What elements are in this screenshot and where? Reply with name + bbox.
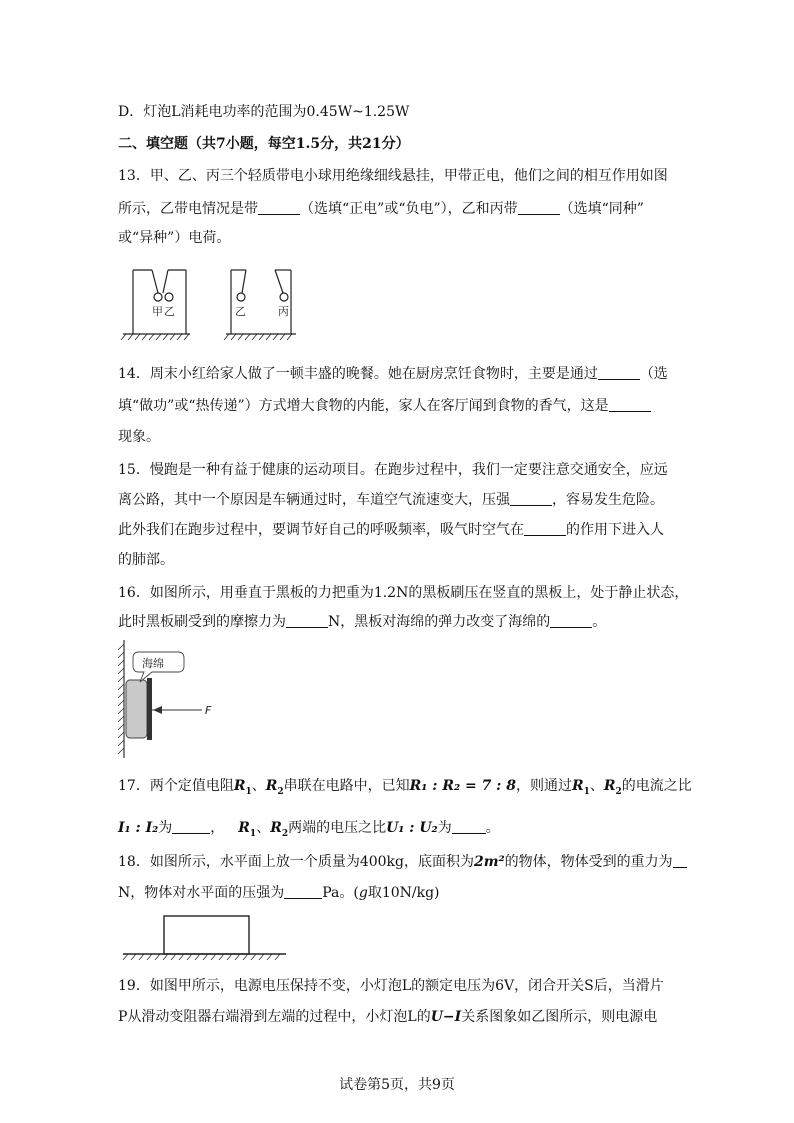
q17-text: ，: [210, 820, 225, 836]
q17-text: 为: [158, 820, 173, 836]
q17-text: 的电流之比: [621, 778, 692, 794]
math-area: 2m²: [473, 854, 505, 870]
q18-text: 的物体，物体受到的重力为: [504, 854, 673, 870]
q14-blank-1[interactable]: [598, 365, 640, 380]
q17-blank-2[interactable]: [452, 819, 486, 834]
q16-blank-2[interactable]: [550, 613, 592, 628]
q15-line-4: 的肺部。: [118, 552, 174, 568]
q16-line-2: [118, 612, 606, 632]
math-i-ratio: I₁ : I₂: [118, 820, 159, 836]
q18-text: 取10N/kg): [367, 885, 440, 901]
ball-label-yi: 乙: [164, 305, 175, 318]
q13-blank-2[interactable]: [518, 200, 560, 215]
q18-figure: [118, 910, 288, 960]
q13-text: 所示，乙带电情况是带: [118, 201, 258, 217]
q17-text: 为: [437, 820, 452, 836]
q15-line-2: [118, 490, 664, 510]
q18-line-1: [118, 852, 687, 872]
q17-blank-1[interactable]: [172, 819, 210, 834]
q14-blank-2[interactable]: [609, 397, 651, 412]
q19-line-2: [118, 1007, 657, 1027]
q13-line-2: [118, 199, 644, 219]
q16-text: 此时黑板刷受到的摩擦力为: [118, 614, 286, 630]
q17-text: 、: [256, 820, 271, 836]
q14-line-1: [118, 364, 668, 384]
page-footer: 试卷第5页，共9页: [339, 1077, 455, 1093]
q13-text: （选填“同种”: [559, 201, 644, 217]
q15-line-3: [118, 520, 664, 540]
q19-text: 关系图象如乙图所示，则电源电: [461, 1009, 658, 1025]
q18-line-2: [118, 883, 440, 903]
q15-line-1: 15．慢跑是一种有益于健康的运动项目。在跑步过程中，我们一定要注意交通安全，应远: [118, 462, 668, 478]
ball-label-bing: 丙: [278, 305, 289, 318]
ball-label-jia: 甲: [152, 305, 163, 318]
q19-line-1: 19．如图甲所示，电源电压保持不变，小灯泡L的额定电压为6V，闭合开关S后，当滑片: [118, 978, 664, 994]
q17-text: 、: [589, 778, 604, 794]
q17-text: 串联在电路中，已知: [283, 778, 410, 794]
q13-line-3: 或“异种”）电荷。: [118, 230, 231, 246]
q17-text: 两端的电压之比: [288, 820, 387, 836]
q17-line-2: [118, 818, 500, 844]
q13-text: （选填“正电”或“负电”），乙和丙带: [300, 201, 518, 217]
q14-text: （选: [639, 366, 668, 382]
q18-g: g: [358, 885, 368, 901]
math-r2: $R_2$: [603, 778, 622, 797]
ball-label-yi-2: 乙: [235, 305, 246, 318]
q13-blank-1[interactable]: [258, 200, 300, 215]
q17-line-1: [118, 776, 692, 802]
q15-text: 此外我们在跑步过程中，要调节好自己的呼吸频率，吸气时空气在: [118, 522, 524, 538]
q15-text: 的作用下进入人: [566, 522, 664, 538]
math-u-ratio: U₁ : U₂: [386, 820, 438, 836]
q15-blank-1[interactable]: [510, 491, 552, 506]
q16-text: 。: [592, 614, 607, 630]
q17-text: 。: [485, 820, 500, 836]
q17-text: 17．两个定值电阻: [118, 778, 234, 794]
option-d: D．灯泡L消耗电功率的范围为0.45W~1.25W: [118, 104, 410, 120]
math-ratio-r: R₁ : R₂ = 7 : 8: [409, 778, 516, 794]
q15-text: 离公路，其中一个原因是车辆通过时，车道空气流速变大，压强: [118, 492, 510, 508]
sponge: [126, 680, 147, 738]
q14-text: 14．周末小红给家人做了一顿丰盛的晚餐。她在厨房烹饪食物时，主要是通过: [118, 366, 598, 382]
q14-text: 填“做功”或“热传递”）方式增大食物的内能，家人在客厅闻到食物的香气，这是: [118, 398, 609, 414]
q16-figure: [118, 640, 228, 760]
q17-text: ，则通过: [515, 778, 572, 794]
q15-text: ，容易发生危险。: [552, 492, 664, 508]
q16-text: N，黑板对海绵的弹力改变了海绵的: [328, 614, 551, 630]
math-r1: $R_1$: [233, 778, 252, 797]
q18-blank-2[interactable]: [284, 884, 322, 899]
q17-text: 、: [251, 778, 266, 794]
force-label: F: [205, 704, 212, 717]
q13-line-1: 13．甲、乙、丙三个轻质带电小球用绝缘细线悬挂，甲带正电，他们之间的相互作用如图: [118, 168, 668, 184]
q15-blank-2[interactable]: [524, 521, 566, 536]
block-object: [164, 916, 249, 954]
math-r1: $R_1$: [571, 778, 590, 797]
q18-text: Pa。(: [322, 885, 359, 901]
q14-line-3: 现象。: [118, 429, 160, 445]
q16-blank-1[interactable]: [286, 613, 328, 628]
q18-text: 18．如图所示，水平面上放一个质量为400kg，底面积为: [118, 854, 474, 870]
math-r2: $R_2$: [270, 820, 289, 839]
q14-line-2: [118, 396, 651, 416]
sponge-label: 海绵: [142, 657, 164, 670]
brush-board: [147, 678, 152, 740]
section-heading: 二、填空题（共7小题，每空1.5分，共21分）: [118, 136, 410, 152]
math-r2: $R_2$: [265, 778, 284, 797]
q16-line-1: 16．如图所示，用垂直于黑板的力把重为1.2N的黑板刷压在竖直的黑板上，处于静止状态，: [118, 585, 689, 601]
math-r1: $R_1$: [238, 820, 257, 839]
math-ui: U−I: [430, 1009, 462, 1025]
q18-blank-1[interactable]: [673, 853, 687, 868]
q18-text: N，物体对水平面的压强为: [118, 885, 285, 901]
q19-text: P从滑动变阻器右端滑到左端的过程中，小灯泡L的: [118, 1009, 431, 1025]
q13-figure: [118, 262, 298, 342]
